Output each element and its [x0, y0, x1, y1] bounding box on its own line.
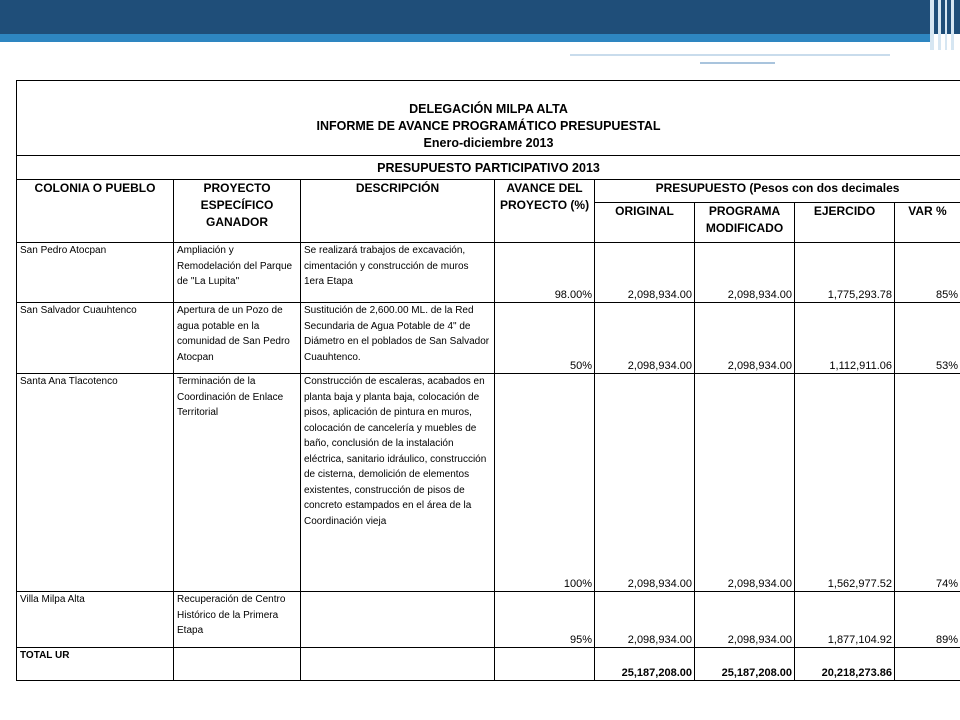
total-row [17, 648, 960, 681]
budget-report-table [16, 80, 960, 681]
cell-proyecto: Terminación de la Coordinación de Enlace Territorial [174, 374, 301, 592]
total-label: TOTAL UR [17, 648, 174, 681]
header-descripcion: DESCRIPCIÓN [301, 180, 495, 243]
cell-ejercido: 1,877,104.92 [795, 592, 895, 648]
cell-descripcion: Construcción de escaleras, acabados en planta baja y planta baja, colocación de pisos, aplicación de pintura en muros, colocación de cancelería y muebles de baño, conclusión de la instalación eléctrica, sanitario idráulico, construcción de cisterna, demolición de elementos existentes, construcción de pisos de concreto estampados en el área de la Coordinación vieja [301, 374, 495, 592]
header-avance: AVANCE DEL PROYECTO (%) [495, 180, 595, 243]
cell-descripcion: Sustitución de 2,600.00 ML. de la Red Secundaria de Agua Potable de 4" de Diámetro en el poblados de San Salvador Cuauhtenco. [301, 303, 495, 374]
cell-var: 74% [895, 374, 960, 592]
top-banner [0, 0, 960, 34]
cell-avance: 95% [495, 592, 595, 648]
cell-modificado: 2,098,934.00 [695, 592, 795, 648]
header-modificado: PROGRAMA MODIFICADO [695, 203, 795, 243]
cell-avance: 98.00% [495, 243, 595, 303]
total-modificado: 25,187,208.00 [695, 648, 795, 681]
banner-accent-bar [0, 34, 930, 42]
cell-original: 2,098,934.00 [595, 374, 695, 592]
header-presupuesto: PRESUPUESTO (Pesos con dos decimales [595, 180, 960, 203]
cell-modificado: 2,098,934.00 [695, 374, 795, 592]
banner-stripe [938, 0, 941, 50]
cell-descripcion: Se realizará trabajos de excavación, cimentación y construcción de muros 1era Etapa [301, 243, 495, 303]
cell-avance: 100% [495, 374, 595, 592]
total-empty-cell [895, 648, 960, 681]
cell-colonia: San Salvador Cuauhtenco [17, 303, 174, 374]
total-empty-cell [495, 648, 595, 681]
cell-ejercido: 1,775,293.78 [795, 243, 895, 303]
table-row [17, 592, 960, 648]
banner-stripe [930, 0, 934, 50]
report-title-row [17, 81, 960, 156]
cell-proyecto: Ampliación y Remodelación del Parque de "La Lupita" [174, 243, 301, 303]
cell-ejercido: 1,562,977.52 [795, 374, 895, 592]
cell-avance: 50% [495, 303, 595, 374]
cell-original: 2,098,934.00 [595, 592, 695, 648]
cell-proyecto: Recuperación de Centro Histórico de la Primera Etapa [174, 592, 301, 648]
cell-var: 89% [895, 592, 960, 648]
banner-stripe [945, 0, 947, 50]
banner-divider-line [700, 62, 775, 64]
cell-colonia: San Pedro Atocpan [17, 243, 174, 303]
cell-original: 2,098,934.00 [595, 303, 695, 374]
banner-divider-line [570, 46, 890, 48]
cell-ejercido: 1,112,911.06 [795, 303, 895, 374]
header-ejercido: EJERCIDO [795, 203, 895, 243]
total-ejercido: 20,218,273.86 [795, 648, 895, 681]
cell-colonia: Villa Milpa Alta [17, 592, 174, 648]
cell-colonia: Santa Ana Tlacotenco [17, 374, 174, 592]
cell-original: 2,098,934.00 [595, 243, 695, 303]
header-var: VAR % [895, 203, 960, 243]
header-original: ORIGINAL [595, 203, 695, 243]
cell-modificado: 2,098,934.00 [695, 243, 795, 303]
total-empty-cell [174, 648, 301, 681]
cell-var: 53% [895, 303, 960, 374]
table-row [17, 374, 960, 592]
report-subtitle: PRESUPUESTO PARTICIPATIVO 2013 [17, 156, 960, 180]
report-title-line3: Enero-diciembre 2013 [423, 136, 554, 150]
cell-descripcion [301, 592, 495, 648]
cell-proyecto: Apertura de un Pozo de agua potable en la comunidad de San Pedro Atocpan [174, 303, 301, 374]
cell-modificado: 2,098,934.00 [695, 303, 795, 374]
report-title-line2: INFORME DE AVANCE PROGRAMÁTICO PRESUPUESTAL [316, 119, 661, 133]
banner-divider-line [570, 54, 890, 56]
column-header-row [17, 180, 960, 203]
report-title-line1: DELEGACIÓN MILPA ALTA [409, 102, 568, 116]
total-original: 25,187,208.00 [595, 648, 695, 681]
header-proyecto: PROYECTO ESPECÍFICO GANADOR [174, 180, 301, 243]
report-subtitle-row [17, 156, 960, 180]
header-colonia: COLONIA O PUEBLO [17, 180, 174, 243]
table-row [17, 243, 960, 303]
report-title [17, 81, 960, 156]
total-empty-cell [301, 648, 495, 681]
table-row [17, 303, 960, 374]
banner-stripe [951, 0, 954, 50]
cell-var: 85% [895, 243, 960, 303]
